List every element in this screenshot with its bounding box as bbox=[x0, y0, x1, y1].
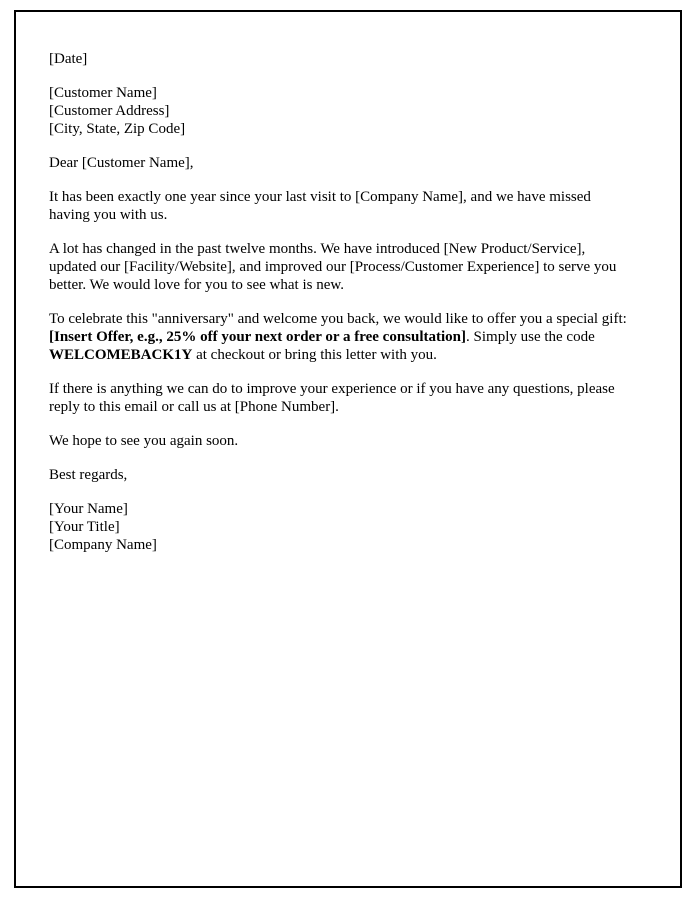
offer-text-lead: To celebrate this "anniversary" and welcome you back, we would like to offer you a special gift: bbox=[49, 311, 627, 327]
signature-title: [Your Title] bbox=[49, 519, 120, 535]
offer-placeholder-bold: [Insert Offer, e.g., 25% off your next order or a free consultation] bbox=[49, 329, 467, 345]
letter-page bbox=[14, 10, 682, 888]
paragraph-offer bbox=[49, 310, 630, 364]
signature-company: [Company Name] bbox=[49, 537, 157, 553]
date-line: [Date] bbox=[49, 51, 88, 67]
paragraph-contact: If there is anything we can do to improve your experience or if you have any questions, please reply to this email or call us at [Phone Number]. bbox=[49, 381, 615, 415]
recipient-block bbox=[49, 84, 630, 138]
offer-text-mid: . Simply use the code bbox=[466, 329, 595, 345]
recipient-address: [Customer Address] bbox=[49, 103, 170, 119]
closing: Best regards, bbox=[49, 467, 128, 483]
recipient-name: [Customer Name] bbox=[49, 85, 157, 101]
promo-code-bold: WELCOMEBACK1Y bbox=[49, 347, 193, 363]
signature-block bbox=[49, 500, 630, 554]
salutation: Dear [Customer Name], bbox=[49, 155, 194, 171]
paragraph-changes: A lot has changed in the past twelve months. We have introduced [New Product/Service], updated our [Facility/Website], and improved our [Process/Customer Experience] to serve you better. We would love for you to see what is new. bbox=[49, 241, 617, 293]
offer-text-tail: at checkout or bring this letter with you. bbox=[192, 347, 437, 363]
paragraph-hope: We hope to see you again soon. bbox=[49, 433, 239, 449]
recipient-city-state-zip: [City, State, Zip Code] bbox=[49, 121, 186, 137]
signature-name: [Your Name] bbox=[49, 501, 128, 517]
letter-content bbox=[16, 12, 680, 554]
paragraph-anniversary: It has been exactly one year since your last visit to [Company Name], and we have missed having you with us. bbox=[49, 189, 591, 223]
